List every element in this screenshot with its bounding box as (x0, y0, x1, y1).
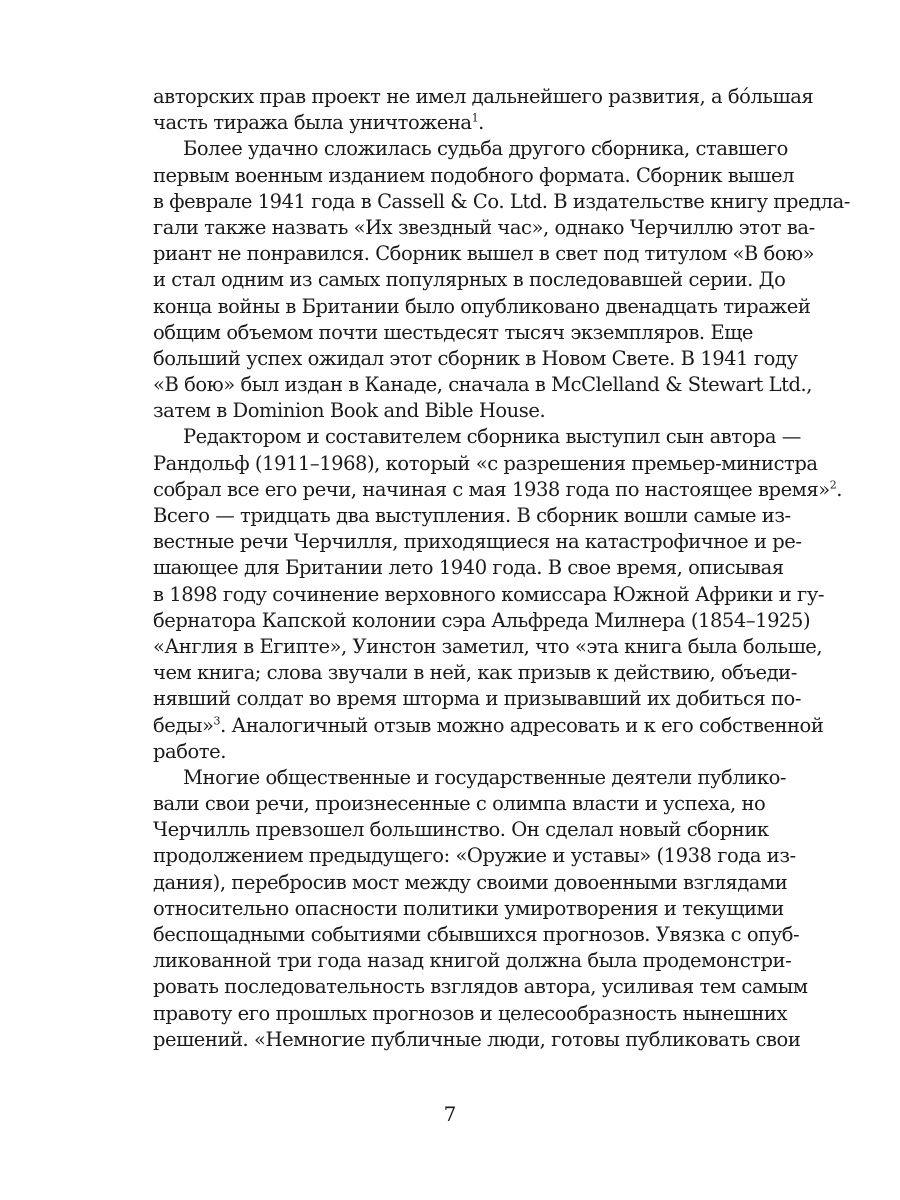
text-line: в 1898 году сочинение верховного комиссара Южной Африки и гу- (153, 582, 824, 606)
text-line: конца войны в Британии было опубликовано двенадцать тиражей (153, 294, 811, 318)
page-number: 7 (443, 1102, 457, 1126)
text-line: работе. (153, 739, 226, 763)
paragraph-start-line: Редактором и составителем сборника выступил сын автора — (183, 425, 801, 449)
text-line: ровать последовательность взглядов автора, усиливая тем самым (153, 975, 808, 999)
text-line: первым военным изданием подобного формата. Сборник вышел (153, 163, 795, 187)
text-line: дания), перебросив мост между своими довоенными взглядами (153, 870, 788, 894)
text-line: риант не понравился. Сборник вышел в свет под титулом «В бою» (153, 242, 815, 266)
text-line: чем книга; слова звучали в ней, как призыв к действию, объеди- (153, 661, 797, 685)
text-line: авторских прав проект не имел дальнейшего развития, а бóльшая (153, 85, 814, 108)
text-line: продолжением предыдущего: «Оружие и уставы» (1938 года из- (153, 844, 796, 868)
text-line: вали свои речи, произнесенные с олимпа власти и успеха, но (153, 792, 766, 816)
text-line: беды»$^3$. Аналогичный отзыв можно адресовать и к его собственной (153, 713, 824, 737)
footnote-marker: 1 (471, 111, 479, 125)
text-line: относительно опасности политики умиротворения и текущими (153, 896, 784, 920)
text-line: бернатора Капской колонии сэра Альфреда Милнера (1854–1925) (153, 608, 811, 632)
text-line: Всего — тридцать два выступления. В сборник вошли самые из- (153, 504, 791, 527)
text-line: правоту его прошлых прогнозов и целесообразность нынешних (153, 1001, 788, 1025)
text-line: общим объемом почти шестьдесят тысяч экземпляров. Еще (153, 320, 753, 344)
text-line: в феврале 1941 года в Cassell & Co. Ltd. В издательстве книгу предла- (153, 189, 850, 213)
text-line: часть тиража была уничтожена$^1$. (153, 111, 484, 135)
paragraph-start-line: Более удачно сложилась судьба другого сборника, ставшего (183, 137, 788, 161)
text-line: Рандольф (1911–1968), который «с разрешения премьер-министра (153, 451, 818, 475)
paragraph-start-line: Многие общественные и государственные деятели публико- (183, 765, 786, 789)
text-line: решений. «Немногие публичные люди, готовы публиковать свои (153, 1027, 801, 1051)
text-line: и стал одним из самых популярных в последовавшей серии. До (153, 268, 786, 292)
text-line: Черчилль превзошел большинство. Он сделал новый сборник (153, 818, 769, 842)
footnote-marker: 3 (213, 714, 221, 727)
text-line: ликованной три года назад книгой должна была продемонстри- (153, 949, 792, 973)
text-line: больший успех ожидал этот сборник в Новом Свете. В 1941 году (153, 346, 798, 370)
text-line: «В бою» был издан в Канаде, сначала в McClelland & Stewart Ltd., (153, 373, 813, 397)
text-line: гали также назвать «Их звездный час», однако Черчиллю этот ва- (153, 215, 815, 239)
text-line: «Англия в Египте», Уинстон заметил, что «эта книга была больше, (153, 634, 823, 658)
text-line: беспощадными событиями сбывшихся прогнозов. Увязка с опуб- (153, 923, 800, 946)
body-text (153, 84, 850, 1053)
text-line: затем в Dominion Book and Bible House. (153, 399, 546, 423)
text-line: вестные речи Черчилля, приходящиеся на катастрофичное и ре- (153, 530, 802, 554)
text-line: шающее для Британии лето 1940 года. В свое время, описывая (153, 556, 784, 580)
text-line: собрал все его речи, начиная с мая 1938 года по настоящее время»$^2$. (153, 477, 843, 501)
footnote-marker: 2 (829, 478, 837, 492)
text-line: нявший солдат во время шторма и призывавший их добиться по- (153, 687, 801, 711)
